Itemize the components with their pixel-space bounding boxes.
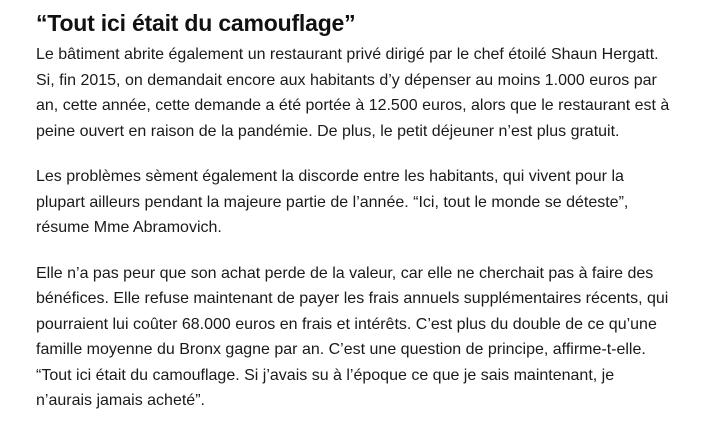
- paragraph-line: Les problèmes sèment également la discorde entre les habitants, qui vivent pour la: [36, 168, 624, 185]
- paragraph-line: bénéfices. Elle refuse maintenant de payer les frais annuels supplémentaires récents, qui: [36, 290, 669, 307]
- paragraph-discord: [36, 164, 696, 241]
- article-section: [36, 8, 696, 434]
- paragraph-line: Si, fin 2015, on demandait encore aux habitants d’y dépenser au moins 1.000 euros par: [36, 71, 657, 89]
- paragraph-line: Le bâtiment abrite également un restaurant privé dirigé par le chef étoilé Shaun Hergatt.: [36, 46, 659, 63]
- paragraph-line: peine ouvert en raison de la pandémie. De plus, le petit déjeuner n’est plus gratuit.: [36, 122, 620, 140]
- paragraph-line: “Tout ici était du camouflage. Si j’avais su à l’époque ce que je sais maintenant, je: [36, 366, 615, 384]
- paragraph-line: Elle n’a pas peur que son achat perde de la valeur, car elle ne cherchait pas à faire des: [36, 264, 654, 282]
- paragraph-line: pourraient lui coûter 68.000 euros en frais et intérêts. C’est plus du double de ce qu’une: [36, 315, 657, 333]
- paragraph-line: an, cette année, cette demande a été portée à 12.500 euros, alors que le restaurant est à: [36, 97, 670, 114]
- paragraph-value: [36, 261, 696, 414]
- paragraph-line: famille moyenne du Bronx gagne par an. C’est une question de principe, affirme-t-elle.: [36, 341, 646, 358]
- paragraph-line: n’aurais jamais acheté”.: [36, 392, 205, 409]
- paragraph-restaurant: [36, 42, 696, 144]
- section-heading: “Tout ici était du camouflage”: [36, 10, 356, 36]
- paragraph-line: résume Mme Abramovich.: [36, 219, 222, 236]
- paragraph-line: plupart ailleurs pendant la majeure partie de l’année. “Ici, tout le monde se déteste”,: [36, 193, 629, 211]
